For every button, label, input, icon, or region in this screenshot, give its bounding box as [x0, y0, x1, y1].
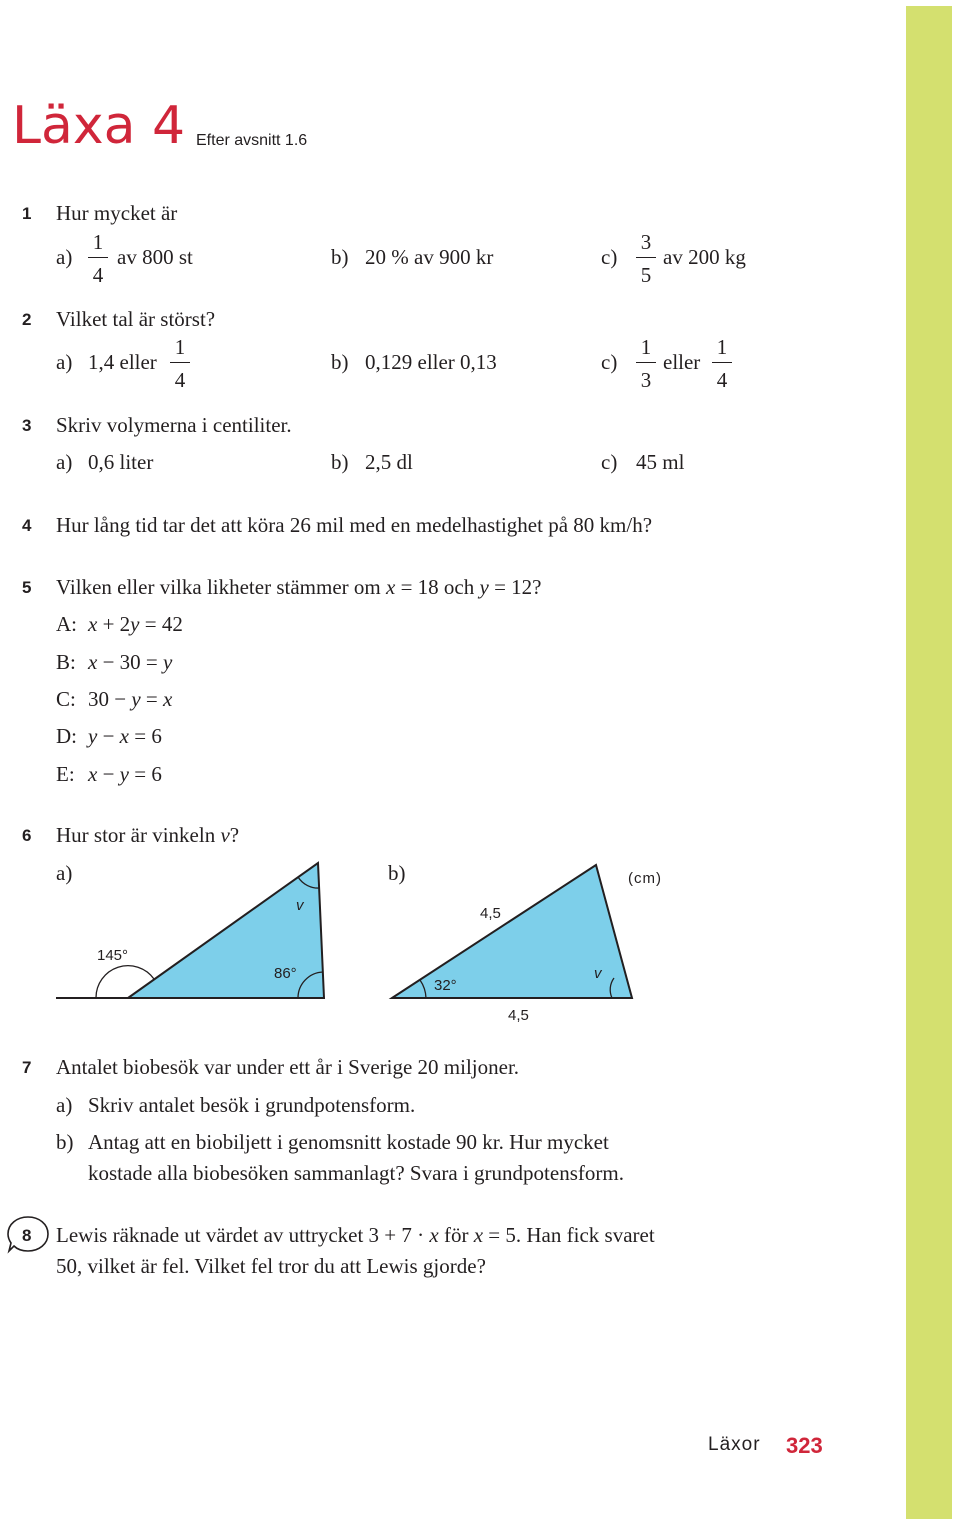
text-run: − — [97, 724, 120, 748]
subitem-label: a) — [56, 861, 73, 885]
option-c — [56, 687, 172, 711]
option-e — [56, 762, 162, 786]
angle-label-left: 32° — [434, 977, 457, 994]
question-number: 7 — [22, 1058, 32, 1077]
subitem-label: b) — [331, 245, 349, 269]
subitem-label: a) — [56, 245, 73, 269]
page-title: Läxa 4 — [12, 96, 186, 156]
question-number: 1 — [22, 204, 32, 223]
subitem-text: 20 % av 900 kr — [365, 245, 494, 269]
subitem-text: 1,4 eller — [88, 350, 157, 374]
question-prompt: Vilket tal är störst? — [56, 307, 216, 331]
fraction — [88, 230, 108, 287]
subitem-text: eller — [663, 350, 701, 374]
question-number: 2 — [22, 310, 32, 329]
numerator: 1 — [174, 335, 186, 359]
subitem-text: Antag att en biobiljett i genomsnitt kostade 90 kr. Hur mycket — [88, 1130, 609, 1154]
question-prompt: Hur mycket är — [56, 201, 178, 225]
subitem-text: av 200 kg — [663, 245, 746, 269]
subitem-label: a) — [56, 350, 73, 374]
text-run: Vilken eller vilka likheter stämmer om — [56, 575, 386, 599]
numerator: 1 — [716, 335, 728, 359]
variable: x — [163, 687, 173, 711]
question-number: 6 — [22, 826, 32, 845]
option-d — [56, 724, 162, 748]
footer-section-label: Läxor — [708, 1434, 761, 1455]
variable: x — [429, 1223, 439, 1247]
fraction — [170, 335, 190, 392]
text-run: − — [97, 762, 120, 786]
subitem-label: b) — [331, 350, 349, 374]
denominator: 5 — [640, 263, 652, 287]
variable: x — [88, 612, 98, 636]
subitem-label: c) — [601, 350, 618, 374]
subitem-text: av 800 st — [117, 245, 193, 269]
question-number: 5 — [22, 578, 32, 597]
option-label: D: — [56, 724, 77, 748]
page-number: 323 — [786, 1433, 823, 1458]
question-number: 4 — [22, 516, 32, 535]
option-label: A: — [56, 612, 77, 636]
subitem-label: a) — [56, 1093, 73, 1117]
text-run: = 6 — [129, 724, 162, 748]
text-run: = 42 — [139, 612, 183, 636]
subitem-label: c) — [601, 450, 618, 474]
subitem-text: Skriv antalet besök i grundpotensform. — [88, 1093, 416, 1117]
unit-label: (cm) — [628, 870, 662, 887]
subitem-label: a) — [56, 450, 73, 474]
text-run: Lewis räknade ut värdet av uttrycket 3 + 7 · — [56, 1223, 430, 1247]
question-prompt-line-2: 50, vilket är fel. Vilket fel tror du att Lewis gjorde? — [56, 1254, 486, 1278]
variable: y — [88, 724, 98, 748]
subitem-label: b) — [56, 1130, 74, 1154]
text-run: = 12? — [488, 575, 542, 599]
numerator: 1 — [640, 335, 652, 359]
subitem-label: b) — [388, 861, 406, 885]
variable: x — [473, 1223, 484, 1247]
text-run: = 5. Han fick svaret — [483, 1223, 655, 1247]
subitem-text: kostade alla biobesöken sammanlagt? Svara i grundpotensform. — [88, 1161, 624, 1185]
side-label-bottom: 4,5 — [508, 1007, 529, 1024]
text-run: = 6 — [129, 762, 162, 786]
subitem-text: 45 ml — [636, 450, 685, 474]
text-run: = 18 och — [395, 575, 480, 599]
variable: y — [119, 762, 129, 786]
subitem-text: 0,129 eller 0,13 — [365, 350, 497, 374]
angle-label-v: v — [296, 897, 304, 914]
option-label: B: — [56, 650, 76, 674]
text-run: 30 − — [88, 687, 132, 711]
text-run: + 2 — [97, 612, 131, 636]
variable: y — [131, 687, 141, 711]
angle-label-exterior: 145° — [97, 947, 129, 964]
variable: y — [130, 612, 140, 636]
figure-b — [392, 865, 662, 1024]
question-number: 8 — [22, 1226, 32, 1245]
variable: y — [163, 650, 173, 674]
variable: v — [220, 823, 230, 847]
fraction — [712, 335, 732, 392]
question-prompt: Hur lång tid tar det att köra 26 mil med en medelhastighet på 80 km/h? — [56, 513, 653, 537]
variable: x — [119, 724, 129, 748]
question-prompt: Antalet biobesök var under ett år i Sverige 20 miljoner. — [56, 1055, 520, 1079]
numerator: 3 — [640, 230, 652, 254]
question-number: 3 — [22, 416, 32, 435]
denominator: 4 — [716, 368, 728, 392]
variable: x — [385, 575, 396, 599]
figure-a — [56, 863, 324, 998]
option-label: E: — [56, 762, 75, 786]
subitem-text: 0,6 liter — [88, 450, 154, 474]
question-prompt-line-1 — [56, 1223, 655, 1247]
question-prompt — [56, 575, 541, 599]
variable: x — [88, 650, 98, 674]
subitem-label: b) — [331, 450, 349, 474]
subitem-text: 2,5 dl — [365, 450, 413, 474]
question-prompt — [56, 823, 239, 847]
option-b — [56, 650, 172, 674]
fraction — [636, 230, 656, 287]
text-run: − 30 = — [97, 650, 164, 674]
subitem-label: c) — [601, 245, 618, 269]
option-a — [56, 612, 183, 636]
numerator: 1 — [92, 230, 104, 254]
angle-label-v: v — [594, 965, 602, 982]
page-subtitle: Efter avsnitt 1.6 — [196, 132, 308, 149]
side-color-strip — [906, 6, 952, 1519]
side-label-top: 4,5 — [480, 905, 501, 922]
text-run: ? — [229, 823, 240, 847]
denominator: 4 — [92, 263, 104, 287]
denominator: 3 — [640, 368, 652, 392]
variable: y — [479, 575, 489, 599]
triangle-figures — [0, 850, 700, 1030]
text-run: Hur stor är vinkeln — [56, 823, 221, 847]
option-label: C: — [56, 687, 76, 711]
fraction — [636, 335, 656, 392]
question-prompt: Skriv volymerna i centiliter. — [56, 413, 292, 437]
angle-label-top: 86° — [274, 965, 297, 982]
text-run: för — [438, 1223, 474, 1247]
text-run: = — [140, 687, 164, 711]
variable: x — [88, 762, 98, 786]
denominator: 4 — [174, 368, 186, 392]
